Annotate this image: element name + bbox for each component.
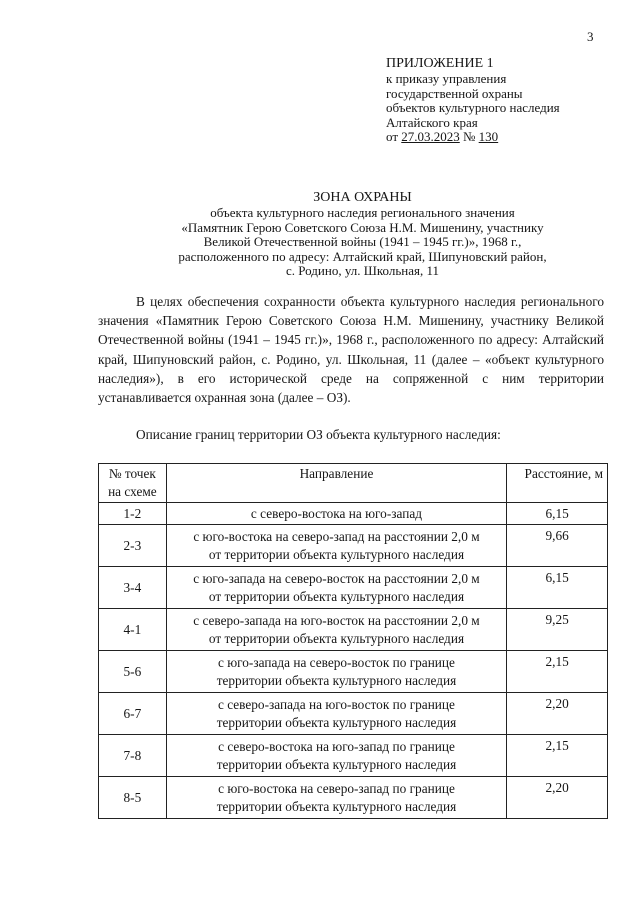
title-line: «Памятник Герою Советского Союза Н.М. Мишенину, участнику bbox=[181, 219, 544, 235]
cell-distance: 2,15 bbox=[507, 735, 608, 777]
table-row bbox=[99, 503, 608, 525]
cell-direction bbox=[166, 567, 506, 609]
direction-line: от территории объекта культурного наследия bbox=[208, 588, 465, 604]
direction-line: с северо-запада на юго-восток на расстоянии 2,0 м bbox=[193, 612, 480, 628]
table-row bbox=[99, 735, 608, 777]
cell-points: 4-1 bbox=[99, 609, 167, 651]
direction-line: территории объекта культурного наследия bbox=[216, 714, 457, 730]
borders-table bbox=[98, 463, 608, 819]
cell-direction bbox=[166, 735, 506, 777]
document-title-block bbox=[100, 189, 625, 279]
cell-direction bbox=[166, 651, 506, 693]
cell-direction bbox=[166, 525, 506, 567]
direction-line: с юго-востока на северо-запад по границе bbox=[218, 780, 455, 796]
cell-direction bbox=[166, 777, 506, 819]
header-direction: Направление bbox=[166, 464, 506, 503]
header-points-line: на схеме bbox=[108, 484, 157, 499]
cell-points: 2-3 bbox=[99, 525, 167, 567]
table-row bbox=[99, 693, 608, 735]
direction-line: с северо-востока на юго-запад по границе bbox=[218, 738, 455, 754]
title-line: Великой Отечественной войны (1941 – 1945 гг.)», 1968 г., bbox=[203, 234, 522, 250]
table-caption: Описание границ территории ОЗ объекта культурного наследия: bbox=[136, 427, 501, 442]
title-line: с. Родино, ул. Школьная, 11 bbox=[286, 263, 439, 279]
appendix-heading: ПРИЛОЖЕНИЕ 1 bbox=[386, 56, 494, 71]
header-distance: Расстояние, м bbox=[507, 464, 608, 503]
cell-points: 6-7 bbox=[99, 693, 167, 735]
direction-line: с юго-запада на северо-восток по границе bbox=[217, 654, 455, 670]
cell-direction bbox=[166, 693, 506, 735]
appendix-line: государственной охраны bbox=[386, 85, 523, 101]
cell-points: 5-6 bbox=[99, 651, 167, 693]
direction-line: территории объекта культурного наследия bbox=[216, 672, 457, 688]
order-date-line bbox=[386, 130, 560, 145]
document-title: ЗОНА ОХРАНЫ bbox=[313, 190, 412, 205]
appendix-line: объектов культурного наследия bbox=[386, 100, 560, 115]
cell-distance: 6,15 bbox=[507, 503, 608, 525]
intro-paragraph: В целях обеспечения сохранности объекта культурного наследия регионального значения «Памятник Герою Советского Союза Н.М. Мишенину, участнику Великой Отечественной войны (1941 – 1945 гг.)», 1968 г., расположенного по адресу: Алтайский край, Шипуновский район, с. Родино, ул. Школьная, 11 (далее – «объект культурного наследия»), в его исторической среде на сопряженной с ним территории устанавливается охранная зона (далее – ОЗ). bbox=[98, 294, 604, 406]
cell-points: 3-4 bbox=[99, 567, 167, 609]
table-row bbox=[99, 567, 608, 609]
direction-line: с юго-востока на северо-запад на расстоянии 2,0 м bbox=[193, 528, 480, 544]
appendix-block bbox=[386, 55, 560, 145]
direction-line: с северо-запада на юго-восток по границе bbox=[217, 696, 455, 712]
order-date: 27.03.2023 bbox=[401, 129, 460, 144]
cell-distance: 2,15 bbox=[507, 651, 608, 693]
header-points bbox=[99, 464, 167, 503]
direction-line: с северо-востока на юго-запад bbox=[250, 505, 423, 521]
cell-distance: 6,15 bbox=[507, 567, 608, 609]
cell-distance: 2,20 bbox=[507, 693, 608, 735]
cell-direction bbox=[166, 609, 506, 651]
cell-points: 1-2 bbox=[99, 503, 167, 525]
cell-direction bbox=[166, 503, 506, 525]
table-row bbox=[99, 525, 608, 567]
direction-line: от территории объекта культурного наследия bbox=[208, 630, 465, 646]
appendix-line: к приказу управления bbox=[386, 71, 507, 86]
page-number: 3 bbox=[587, 29, 594, 44]
appendix-line: Алтайского края bbox=[386, 114, 478, 130]
cell-points: 8-5 bbox=[99, 777, 167, 819]
direction-line: от территории объекта культурного наследия bbox=[208, 546, 465, 562]
order-number: 130 bbox=[478, 129, 499, 144]
direction-line: территории объекта культурного наследия bbox=[216, 798, 457, 814]
order-date-prefix: от bbox=[386, 129, 402, 144]
cell-distance: 9,25 bbox=[507, 609, 608, 651]
order-number-prefix: № bbox=[459, 129, 479, 144]
direction-line: территории объекта культурного наследия bbox=[216, 756, 457, 772]
cell-distance: 2,20 bbox=[507, 777, 608, 819]
table-row bbox=[99, 777, 608, 819]
cell-distance: 9,66 bbox=[507, 525, 608, 567]
direction-line: с юго-запада на северо-восток на расстоянии 2,0 м bbox=[193, 570, 480, 586]
title-line: расположенного по адресу: Алтайский край, Шипуновский район, bbox=[178, 248, 547, 264]
table-row bbox=[99, 609, 608, 651]
table-row bbox=[99, 651, 608, 693]
header-points-line: № точек bbox=[108, 466, 156, 481]
title-line: объекта культурного наследия регионального значения bbox=[210, 205, 515, 220]
cell-points: 7-8 bbox=[99, 735, 167, 777]
table-header-row bbox=[99, 464, 608, 503]
